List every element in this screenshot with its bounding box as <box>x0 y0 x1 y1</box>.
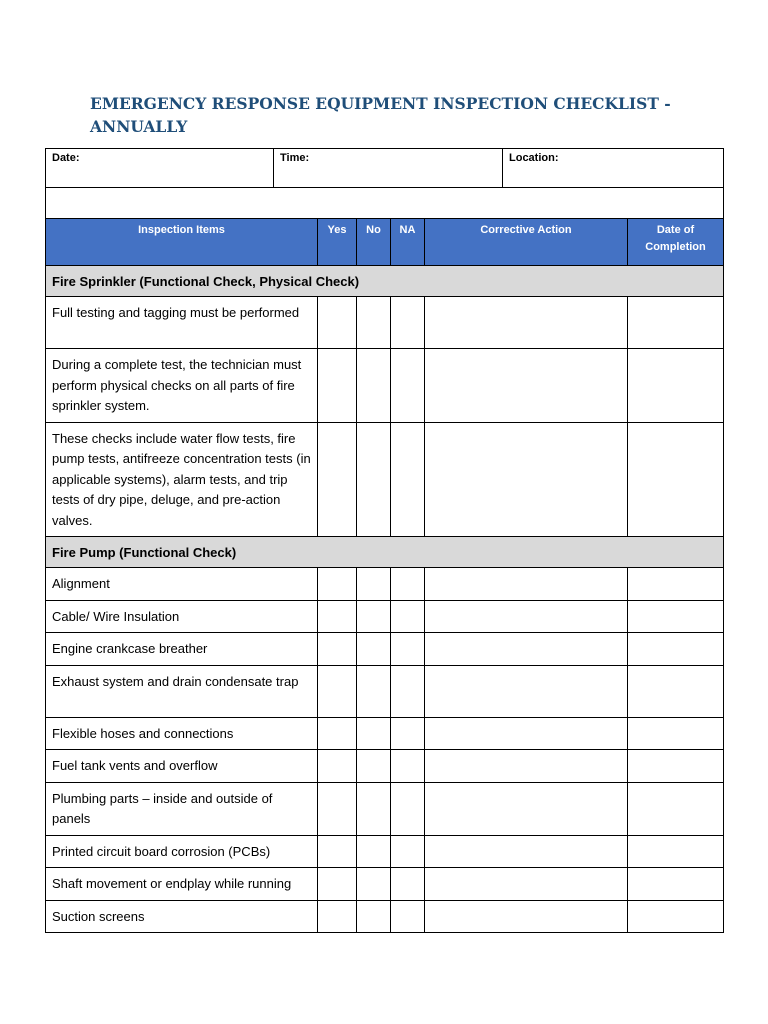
no-cell[interactable] <box>357 422 391 537</box>
title-line-1: EMERGENCY RESPONSE EQUIPMENT INSPECTION CHECKLIST - <box>90 94 671 113</box>
na-cell[interactable] <box>391 665 425 717</box>
corrective-action-cell[interactable] <box>425 568 628 601</box>
item-text: Plumbing parts – inside and outside of panels <box>46 782 318 835</box>
date-completion-cell[interactable] <box>628 665 724 717</box>
date-completion-cell[interactable] <box>628 422 724 537</box>
item-text: Flexible hoses and connections <box>46 717 318 750</box>
yes-cell[interactable] <box>318 297 357 349</box>
location-label: Location: <box>509 152 559 164</box>
date-completion-cell[interactable] <box>628 600 724 633</box>
table-row <box>46 665 724 717</box>
na-cell[interactable] <box>391 633 425 666</box>
table-row <box>46 782 724 835</box>
no-cell[interactable] <box>357 297 391 349</box>
date-completion-cell[interactable] <box>628 750 724 783</box>
table-row <box>46 750 724 783</box>
date-completion-cell[interactable] <box>628 297 724 349</box>
date-field[interactable] <box>46 149 274 188</box>
item-text: Shaft movement or endplay while running <box>46 868 318 901</box>
item-text: Printed circuit board corrosion (PCBs) <box>46 835 318 868</box>
no-cell[interactable] <box>357 900 391 933</box>
table-row <box>46 422 724 537</box>
table-row <box>46 568 724 601</box>
date-completion-cell[interactable] <box>628 633 724 666</box>
table-row <box>46 297 724 349</box>
yes-cell[interactable] <box>318 750 357 783</box>
info-row <box>46 149 724 188</box>
date-completion-cell[interactable] <box>628 568 724 601</box>
table-row <box>46 633 724 666</box>
section-row <box>46 266 724 297</box>
col-no: No <box>357 219 391 266</box>
no-cell[interactable] <box>357 633 391 666</box>
yes-cell[interactable] <box>318 600 357 633</box>
page-title <box>90 92 690 138</box>
na-cell[interactable] <box>391 297 425 349</box>
col-date-of-completion: Date of Completion <box>628 219 724 266</box>
corrective-action-cell[interactable] <box>425 868 628 901</box>
corrective-action-cell[interactable] <box>425 633 628 666</box>
item-text: Exhaust system and drain condensate trap <box>46 665 318 717</box>
yes-cell[interactable] <box>318 868 357 901</box>
col-inspection-items: Inspection Items <box>46 219 318 266</box>
yes-cell[interactable] <box>318 900 357 933</box>
yes-cell[interactable] <box>318 422 357 537</box>
checklist-table <box>45 218 724 933</box>
na-cell[interactable] <box>391 835 425 868</box>
table-row <box>46 835 724 868</box>
no-cell[interactable] <box>357 349 391 423</box>
item-text: Cable/ Wire Insulation <box>46 600 318 633</box>
info-table <box>45 148 724 219</box>
section-title: Fire Sprinkler (Functional Check, Physical Check) <box>46 266 724 297</box>
item-text: Suction screens <box>46 900 318 933</box>
table-row <box>46 600 724 633</box>
corrective-action-cell[interactable] <box>425 297 628 349</box>
na-cell[interactable] <box>391 568 425 601</box>
yes-cell[interactable] <box>318 568 357 601</box>
no-cell[interactable] <box>357 600 391 633</box>
title-line-2: ANNUALLY <box>90 117 188 136</box>
yes-cell[interactable] <box>318 717 357 750</box>
no-cell[interactable] <box>357 665 391 717</box>
corrective-action-cell[interactable] <box>425 665 628 717</box>
no-cell[interactable] <box>357 717 391 750</box>
corrective-action-cell[interactable] <box>425 349 628 423</box>
no-cell[interactable] <box>357 568 391 601</box>
blank-row <box>46 188 724 219</box>
location-field[interactable] <box>503 149 724 188</box>
table-row <box>46 868 724 901</box>
yes-cell[interactable] <box>318 633 357 666</box>
col-yes: Yes <box>318 219 357 266</box>
date-completion-cell[interactable] <box>628 782 724 835</box>
na-cell[interactable] <box>391 782 425 835</box>
na-cell[interactable] <box>391 349 425 423</box>
corrective-action-cell[interactable] <box>425 750 628 783</box>
corrective-action-cell[interactable] <box>425 900 628 933</box>
col-corrective-action: Corrective Action <box>425 219 628 266</box>
na-cell[interactable] <box>391 868 425 901</box>
date-completion-cell[interactable] <box>628 835 724 868</box>
no-cell[interactable] <box>357 868 391 901</box>
na-cell[interactable] <box>391 750 425 783</box>
item-text: During a complete test, the technician must perform physical checks on all parts of fire sprinkler system. <box>46 349 318 423</box>
item-text: Full testing and tagging must be performed <box>46 297 318 349</box>
yes-cell[interactable] <box>318 665 357 717</box>
corrective-action-cell[interactable] <box>425 422 628 537</box>
date-completion-cell[interactable] <box>628 900 724 933</box>
table-row <box>46 717 724 750</box>
col-na: NA <box>391 219 425 266</box>
no-cell[interactable] <box>357 835 391 868</box>
time-field[interactable] <box>274 149 503 188</box>
section-row <box>46 537 724 568</box>
table-row <box>46 900 724 933</box>
yes-cell[interactable] <box>318 782 357 835</box>
corrective-action-cell[interactable] <box>425 835 628 868</box>
date-completion-cell[interactable] <box>628 349 724 423</box>
no-cell[interactable] <box>357 782 391 835</box>
column-header-row <box>46 219 724 266</box>
no-cell[interactable] <box>357 750 391 783</box>
corrective-action-cell[interactable] <box>425 600 628 633</box>
date-label: Date: <box>52 152 80 164</box>
yes-cell[interactable] <box>318 349 357 423</box>
date-completion-cell[interactable] <box>628 717 724 750</box>
date-completion-cell[interactable] <box>628 868 724 901</box>
table-row <box>46 349 724 423</box>
item-text: Engine crankcase breather <box>46 633 318 666</box>
item-text: These checks include water flow tests, fire pump tests, antifreeze concentration tests (in applicable systems), alarm tests, and trip tests of dry pipe, deluge, and pre-action valves. <box>46 422 318 537</box>
blank-cell[interactable] <box>46 188 724 219</box>
corrective-action-cell[interactable] <box>425 782 628 835</box>
time-label: Time: <box>280 152 310 164</box>
na-cell[interactable] <box>391 600 425 633</box>
corrective-action-cell[interactable] <box>425 717 628 750</box>
yes-cell[interactable] <box>318 835 357 868</box>
item-text: Alignment <box>46 568 318 601</box>
section-title: Fire Pump (Functional Check) <box>46 537 724 568</box>
checklist-frame <box>45 148 723 933</box>
na-cell[interactable] <box>391 422 425 537</box>
na-cell[interactable] <box>391 900 425 933</box>
item-text: Fuel tank vents and overflow <box>46 750 318 783</box>
na-cell[interactable] <box>391 717 425 750</box>
